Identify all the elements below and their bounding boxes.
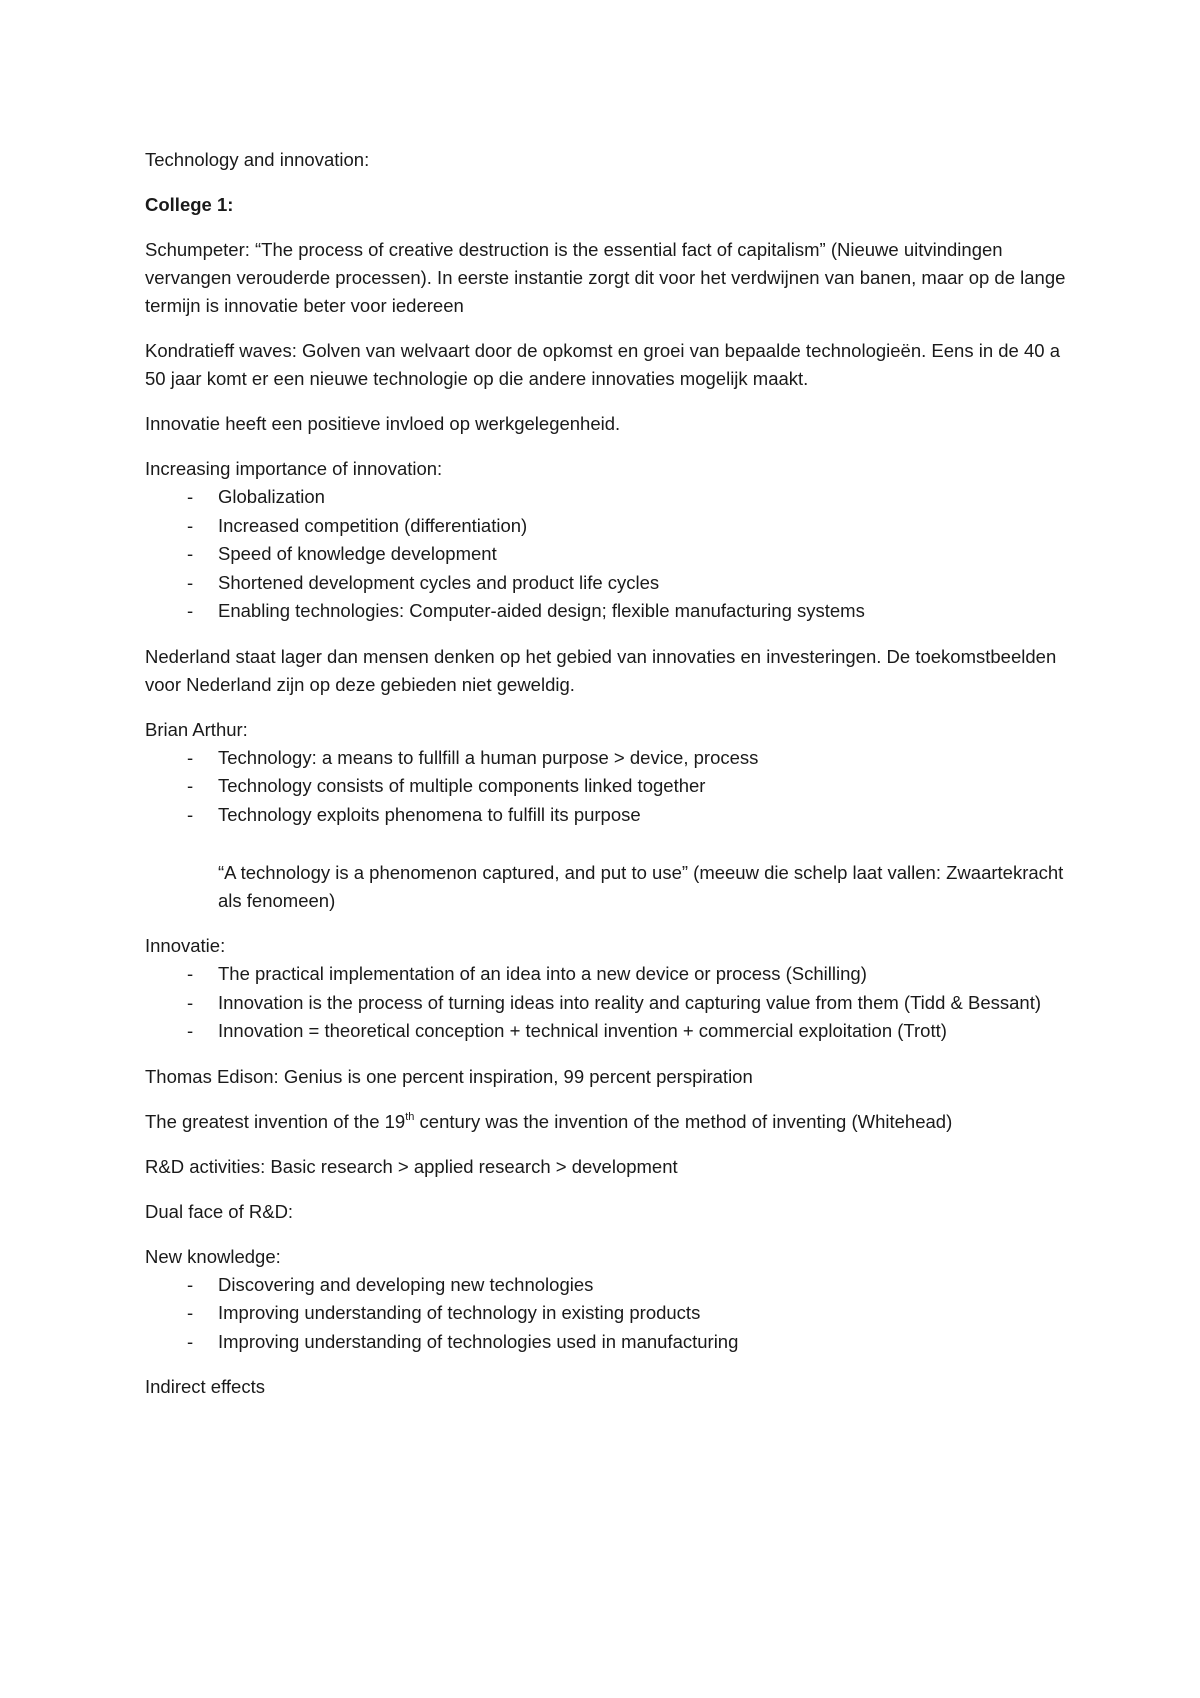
document-title: Technology and innovation: (145, 149, 370, 170)
list-item: - The practical implementation of an idea into a new device or process (Schilling) (145, 960, 1070, 989)
rd-activities-paragraph: R&D activities: Basic research > applied research > development (145, 1155, 678, 1177)
list-item: - Speed of knowledge development (145, 540, 1070, 569)
brian-arthur-list (145, 744, 1070, 830)
schumpeter-paragraph: Schumpeter: “The process of creative destruction is the essential fact of capitalism” (Nieuwe uitvindingen vervangen verouderde processen). In eerste instantie zorgt dit voor het verdwijnen van banen, maar op de lange termijn is innovatie beter voor iedereen (145, 239, 1066, 316)
list-item: - Technology exploits phenomena to fulfill its purpose (145, 801, 1070, 830)
whitehead-quote: The greatest invention of the 19th century was the invention of the method of inventing (Whitehead) (145, 1110, 953, 1132)
list-item: - Improving understanding of technology in existing products (145, 1299, 1070, 1328)
list-item: - Innovation is the process of turning ideas into reality and capturing value from them (Tidd & Bessant) (145, 989, 1070, 1018)
list-item: - Technology: a means to fullfill a human purpose > device, process (145, 744, 1070, 773)
brian-arthur-quote: “A technology is a phenomenon captured, and put to use” (meeuw die schelp laat vallen: Zwaartekracht als fenomeen) (218, 862, 1064, 911)
college-heading: College 1: (145, 194, 234, 215)
new-knowledge-list (145, 1271, 1070, 1357)
list-item: - Discovering and developing new technologies (145, 1271, 1070, 1300)
increasing-importance-list (145, 483, 1070, 626)
new-knowledge-heading: New knowledge: (145, 1245, 281, 1267)
list-item: - Enabling technologies: Computer-aided design; flexible manufacturing systems (145, 597, 1070, 626)
brian-arthur-heading: Brian Arthur: (145, 718, 248, 740)
indirect-effects-heading: Indirect effects (145, 1376, 265, 1397)
list-item: - Shortened development cycles and product life cycles (145, 569, 1070, 598)
innovatie-list (145, 960, 1070, 1046)
dual-face-heading: Dual face of R&D: (145, 1200, 294, 1222)
innovatie-werkgelegenheid-paragraph: Innovatie heeft een positieve invloed op werkgelegenheid. (145, 413, 621, 434)
list-item: - Globalization (145, 483, 1070, 512)
list-item: - Improving understanding of technologies used in manufacturing (145, 1328, 1070, 1357)
edison-quote: Thomas Edison: Genius is one percent inspiration, 99 percent perspiration (145, 1065, 753, 1087)
list-item: - Technology consists of multiple components linked together (145, 772, 1070, 801)
list-item: - Increased competition (differentiation) (145, 512, 1070, 541)
innovatie-heading: Innovatie: (145, 935, 226, 956)
document-body (145, 146, 1070, 1401)
kondratieff-paragraph: Kondratieff waves: Golven van welvaart door de opkomst en groei van bepaalde technologieën. Eens in de 40 a 50 jaar komt er een nieuwe technologie op die andere innovaties mogelijk maakt. (145, 340, 1060, 389)
nederland-paragraph: Nederland staat lager dan mensen denken op het gebied van innovaties en investeringen. De toekomstbeelden voor Nederland zijn op deze gebieden niet geweldig. (145, 645, 1057, 695)
list-item: - Innovation = theoretical conception + technical invention + commercial exploitation (Trott) (145, 1017, 1070, 1046)
increasing-importance-heading: Increasing importance of innovation: (145, 458, 443, 479)
